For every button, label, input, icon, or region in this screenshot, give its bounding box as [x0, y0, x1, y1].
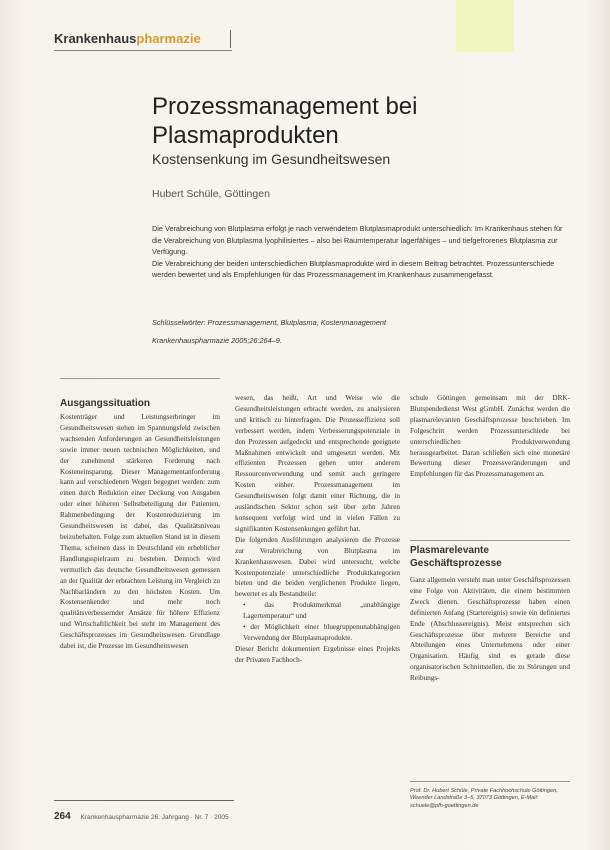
article-subtitle: Kostensenkung im Gesundheitswesen: [152, 151, 391, 167]
affiliation-rule: [410, 781, 570, 782]
journal-issue: Krankenhauspharmazie 26. Jahrgang · Nr. 7 · 2005: [80, 814, 229, 821]
article-abstract: [152, 223, 572, 281]
article-keywords: Schlüsselwörter: Prozessmanagement, Blutplasma, Kostenmanagement: [152, 318, 387, 327]
article-title: Prozessmanagement bei Plasmaprodukten: [152, 93, 418, 149]
section-heading-ausgangssituation: Ausgangssituation: [60, 398, 151, 409]
column-1: [60, 412, 220, 652]
body-text: schule Göttingen gemeinsam mit der DRK-Blutspendedienst West gGmbH. Zunächst werden die plasmarelevanten Geschäftsprozesse beschrieben. Im Folgeschritt werden Prozessunterschiede bei unterschiedlichen Produktverwendung herausgearbeitet. Daran schließen sich eine monetäre Bewertung dieser Prozessveränderungen und Empfehlungen für das Prozessmanagement an.: [410, 394, 570, 479]
column-3: [410, 393, 570, 480]
sticky-note: [456, 0, 514, 52]
abstract-paragraph: Die Verabreichung von Blutplasma erfolgt je nach verwendetem Blutplasmaprodukt unterschiedlich: Im Krankenhaus stehen für die Verabreichung von Blutplasma lyophilisiertes – also bei Raumtemperatur lagerfähiges – und tiefgefrorenes Blutplasma zur Verfügung.: [152, 224, 563, 257]
column-rule: [60, 378, 220, 379]
body-text: Kostenträger und Leistungserbringer im Gesundheitswesen stehen im Spannungsfeld zwischen wachsenden Anforderungen an Gesundheitsleistungen sowie immer neuen technischen Möglichkeiten, und der zunehmend stärkeren Forderung nach Kosteneinsparung. Dieser Managementanforderung kann auf verschiedenen Wegen begegnet werden: zum einen durch Reduktion einer Deckung von Ausgaben oder einer höheren Selbstbeteiligung der Patienten, Rahmenbedingung der Kostenreduzierung im Gesundheitswesen ist dabei, das Qualitätsniveau beizubehalten. Folge zum aktuellen Stand ist in diesem Thema, scheinen dass in Deutschland ein erheblicher Handlungsspielraum zu bestehen. Dennoch wird vermutlich das deutsche Gesundheitswesen gemessen an der Qualität der erbrachten Leistung im Vergleich zu Nachbarländern zu den höchsten Kosten. Um Kostensenkender und mehr noch qualitätsverbessernder Ansätze für höhere Effizienz und Wirtschaftlichkeit bei steht im Management des Geschäftsprozesses im Gesundheitswesen. Grundlage dabei ist, die Prozesse im Gesundheitswesen: [60, 413, 220, 651]
author-affiliation: Prof. Dr. Hubert Schüle, Private Fachhochschule Göttingen, Weender Landstraße 3–5, 37073 Göttingen, E-Mail: schuele@pfh-goettingen.de: [410, 788, 558, 809]
footer-rule: [54, 800, 234, 801]
body-text: Ganz allgemein versteht man unter Geschäftsprozessen eine Folge von Aktivitäten, die einem bestimmten Zweck dienen. Geschäftsprozesse haben einen definierten Anfang (Startereignis) sowie ein definiertes Ende (Abschlussereignis). Meist entsprechen sich Geschäftsprozesse über mehrere Bereiche und Abteilungen eines Unternehmens oder einer Organisation. Häufig sind es gerade diese organisatorischen Schnittstellen, die zu Störungen und Reibungs-: [410, 576, 570, 683]
column-3-continued: [410, 575, 570, 684]
journal-name-accent: pharmazie: [136, 31, 201, 46]
body-text: Die folgenden Ausführungen analysieren die Prozesse zur Verabreichung von Blutplasma im Krankenhauswesen. Dabei wird untersucht, welche Kostenpotenziale unterschiedliche Produktkategorien bieten und die beiden verglichenen Produkte liegen, bewertet es als Bestandteile:: [235, 535, 400, 599]
column-2: [235, 393, 400, 666]
article-author: Hubert Schüle, Göttingen: [152, 188, 270, 200]
page-number: 264: [54, 811, 71, 822]
list-item: • das Produktmerkmal „unabhängige Lagertemperatur“ und: [243, 600, 400, 622]
column-rule: [410, 540, 570, 541]
list-item: • der Möglichkeit einer bluegruppenunabhängigen Verwendung der Blutplasmaprodukte.: [243, 622, 400, 644]
journal-name-plain: Krankenhaus: [54, 31, 137, 46]
body-text: wesen, das heißt, Art und Weise wie die Gesundheitsleistungen erbracht werden, zu analysieren und kritisch zu hinterfragen. Die Prozesseffizienz soll verbessert werden, indem Verbesserungspotenziale in den Prozessen aufgedeckt und entsprechende geeignete Maßnahmen entwickelt und umgesetzt werden. Mit effizienten Prozessen gehen unter anderem Ressourcenverwendung und somit auch geringere Kosten einher. Prozessmanagement im Gesundheitswesen folgt damit einer Richtung, die in ausländischen Sektor schon seit über zehn Jahren konsequent verfolgt wird und in vielen Fällen zu signifikanten Kostensenkungen geführt hat.: [235, 394, 400, 533]
article-citation: Krankenhauspharmazie 2005;26:264–9.: [152, 336, 282, 345]
page-footer: [54, 811, 229, 822]
section-heading-geschaeftsprozesse: Plasmarelevante Geschäftsprozesse: [410, 545, 502, 569]
bullet-list: [235, 600, 400, 644]
header-rule: [54, 50, 232, 51]
header-divider: [230, 30, 231, 48]
abstract-paragraph: Die Verabreichung der beiden unterschiedlichen Blutplasmaprodukte wird in diesem Beitrag betrachtet. Prozessunterschiede werden bewertet und als Empfehlungen für das Prozessmanagement im Krankenhaus zusammengefasst.: [152, 258, 555, 280]
body-text: Dieser Bericht dokumentiert Ergebnisse eines Projekts der Privaten Fachhoch-: [235, 644, 400, 664]
journal-header: [54, 31, 201, 46]
